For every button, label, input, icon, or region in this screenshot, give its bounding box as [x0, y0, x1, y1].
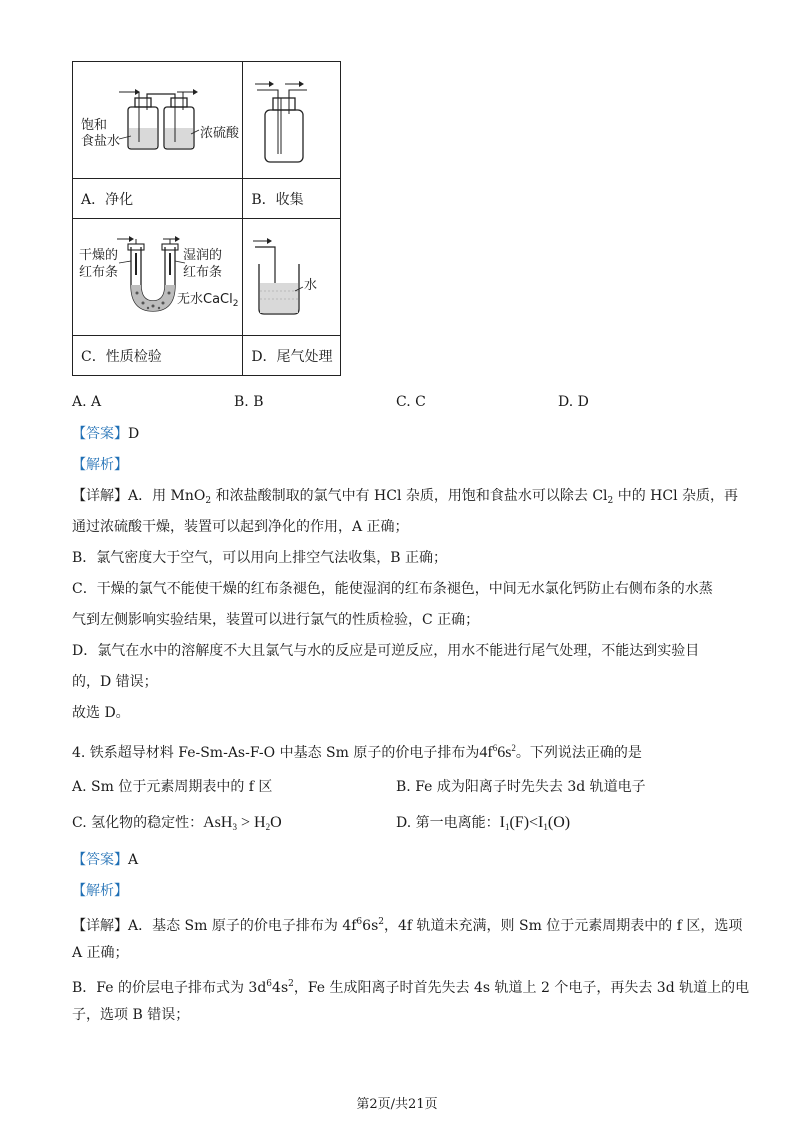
- q4-b1-sup1: 6: [266, 979, 273, 989]
- q4-b1-pre: B．Fe 的价层电子排布式为 3d: [72, 980, 267, 996]
- q4-opt-c-f3: O: [270, 814, 282, 831]
- q4-b1-post: ，Fe 生成阳离子时首先失去 4s 轨道上 2 个电子，再失去 3d 轨道上的电: [293, 980, 750, 996]
- label-wet-cloth-2: 红布条: [183, 265, 223, 280]
- q4-opt-c-f2: H: [254, 814, 266, 831]
- tail-gas-diagram: [243, 219, 341, 336]
- q4-detail-a-line2: A 正确；: [72, 945, 129, 961]
- q3-analysis-label: 【解析】: [72, 457, 128, 473]
- label-dry-cloth-2: 红布条: [79, 265, 119, 280]
- q3-detail-label: 【详解】: [72, 488, 128, 504]
- label-anhydrous-cacl2-text: 无水CaCl: [177, 292, 233, 307]
- q4-stem-f-base2: 6s: [497, 744, 512, 761]
- q3-a1-pre: A．用 MnO: [128, 488, 206, 504]
- q4-opt-d-f2: (F)<I: [509, 814, 544, 831]
- label-water: 水: [304, 278, 318, 293]
- q3-a1-post: 中的 HCl 杂质，再: [613, 488, 738, 504]
- q4-stem-f-base1: 4f: [479, 744, 493, 761]
- label-saturated-1: 饱和: [81, 118, 108, 133]
- q4-option-a: A. Sm 位于元素周期表中的 f 区: [72, 779, 273, 795]
- q4-stem-post: 。下列说法正确的是: [515, 745, 642, 761]
- apparatus-purification-figure: [73, 62, 243, 179]
- q3-answer-label: 【答案】: [72, 426, 128, 442]
- label-wet-cloth-1: 湿润的: [183, 248, 223, 263]
- caption-purification: A．净化: [73, 179, 243, 219]
- q4-a1-sup1: 6: [356, 917, 363, 927]
- property-test-diagram: [73, 219, 244, 336]
- q4-a1-post: ，4f 轨道未充满，则 Sm 位于元素周期表中的 f 区，选项: [383, 918, 743, 934]
- q4-stem: [72, 738, 642, 763]
- q4-analysis-heading: [72, 881, 128, 901]
- q3-answer: [72, 424, 139, 444]
- q4-option-d: [396, 813, 570, 837]
- q4-opt-d-f1: I: [499, 814, 505, 831]
- q4-opt-c-gt: >: [236, 814, 254, 831]
- purification-diagram: [73, 62, 244, 179]
- q4-stem-f-sup2: 2: [511, 743, 516, 753]
- q4-detail-b-line1: [72, 974, 749, 998]
- q3-a1-mid: 和浓盐酸制取的氯气中有 HCl 杂质，用饱和食盐水可以除去 Cl: [211, 488, 608, 504]
- q3-a1-sub2: 2: [607, 496, 614, 506]
- caption-property-test: C．性质检验: [73, 336, 243, 376]
- q3-a1-sub: 2: [205, 496, 212, 506]
- q4-stem-f-sup1: 6: [492, 743, 498, 753]
- q3-detail-d-line1: D．氯气在水中的溶解度不大且氯气与水的反应是可逆反应，用水不能进行尾气处理，不能达到实验目: [72, 643, 700, 659]
- q4-b1-sup2: 2: [288, 979, 294, 989]
- apparatus-table: [72, 61, 341, 376]
- apparatus-tail-gas-figure: [243, 219, 341, 336]
- q4-answer: [72, 850, 138, 870]
- q4-detail-b-line2: 子，选项 B 错误；: [72, 1007, 190, 1023]
- q4-a1-pre: A．基态 Sm 原子的价电子排布为 4f: [128, 918, 357, 934]
- caption-collection: B．收集: [243, 179, 341, 219]
- q4-a1-mid: 6s: [362, 918, 379, 934]
- q4-opt-c-f1-sub: 3: [232, 822, 237, 832]
- q4-analysis-label: 【解析】: [72, 883, 128, 899]
- q4-a1-sup2: 2: [378, 917, 384, 927]
- q4-opt-d-f3: (O): [547, 814, 571, 831]
- label-saturated-2: 食盐水: [81, 134, 121, 149]
- q4-answer-value: A: [128, 852, 139, 868]
- q4-detail-label: 【详解】: [72, 918, 128, 934]
- q4-b1-mid: 4s: [272, 980, 289, 996]
- apparatus-property-test-figure: [73, 219, 243, 336]
- q3-option-c: C. C: [396, 394, 426, 410]
- q3-detail-c-line2: 气到左侧影响实验结果，装置可以进行氯气的性质检验，C 正确；: [72, 612, 480, 628]
- q3-detail-a-line1: [72, 486, 738, 511]
- q4-opt-c-f1: AsH: [203, 814, 233, 831]
- q4-option-b: B. Fe 成为阳离子时先失去 3d 轨道电子: [396, 779, 646, 795]
- q4-detail-a-line1: [72, 912, 742, 936]
- caption-tail-gas: D．尾气处理: [243, 336, 341, 376]
- q3-option-d: D. D: [558, 394, 589, 410]
- apparatus-collection-figure: [243, 62, 341, 179]
- q3-analysis-heading: [72, 455, 128, 475]
- q3-answer-value: D: [128, 426, 140, 442]
- q4-opt-d-f1-sub: 1: [504, 822, 510, 832]
- q3-detail-b-line: B．氯气密度大于空气，可以用向上排空气法收集，B 正确；: [72, 550, 448, 566]
- q4-opt-d-f2-sub: 1: [543, 822, 548, 832]
- q4-opt-d-formula: [500, 814, 570, 831]
- label-conc-sulfuric: 浓硫酸: [200, 126, 240, 141]
- q3-detail-c-line1: C．干燥的氯气不能使干燥的红布条褪色，能使湿润的红布条褪色，中间无水氯化钙防止右侧布条的水蒸: [72, 581, 713, 597]
- q4-opt-c-formula: [203, 814, 282, 831]
- label-anhydrous-cacl2-sub: 2: [232, 299, 239, 309]
- q3-option-b: B. B: [234, 394, 264, 410]
- q4-opt-d-pre: D. 第一电离能：: [396, 815, 500, 831]
- q4-option-c: [72, 813, 282, 837]
- q3-detail-a-line2: 通过浓硫酸干燥，装置可以起到净化的作用，A 正确；: [72, 519, 409, 535]
- collection-diagram: [243, 62, 341, 179]
- label-anhydrous-cacl2: [177, 291, 238, 309]
- q4-stem-pre: 4. 铁系超导材料 Fe-Sm-As-F-O 中基态 Sm 原子的价电子排布为: [72, 745, 480, 761]
- q4-stem-formula: [479, 744, 516, 761]
- q4-opt-c-pre: C. 氢化物的稳定性：: [72, 815, 204, 831]
- page-footer: 第2页/共21页: [356, 1097, 438, 1112]
- label-dry-cloth-1: 干燥的: [79, 248, 119, 263]
- q4-answer-label: 【答案】: [72, 852, 128, 868]
- q3-option-a: A. A: [72, 394, 102, 410]
- q3-conclusion: 故选 D。: [72, 705, 130, 721]
- q4-opt-c-f2-sub: 2: [265, 822, 271, 832]
- q3-detail-d-line2: 的，D 错误；: [72, 674, 158, 690]
